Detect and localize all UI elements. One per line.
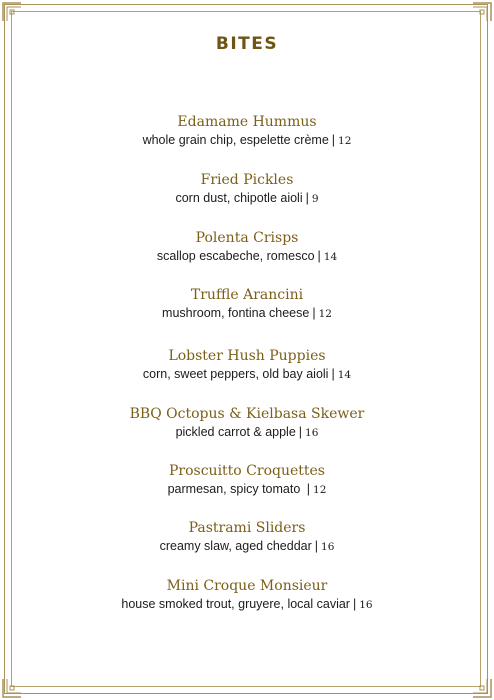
item-price: 9 xyxy=(311,193,319,205)
item-price: 16 xyxy=(305,427,319,439)
item-price: 12 xyxy=(318,308,332,320)
item-description-line xyxy=(0,537,494,555)
menu-item xyxy=(0,462,494,498)
item-name: Polenta Crisps xyxy=(195,230,299,246)
menu-item xyxy=(0,347,494,383)
item-description-line xyxy=(0,480,494,498)
item-price: 16 xyxy=(321,541,335,553)
menu-item xyxy=(0,519,494,555)
item-name: Lobster Hush Puppies xyxy=(168,348,326,364)
menu-item xyxy=(0,286,494,322)
item-description: creamy slaw, aged cheddar xyxy=(159,539,312,553)
price-separator: | xyxy=(317,249,321,263)
menu-item xyxy=(0,113,494,149)
item-name: Fried Pickles xyxy=(200,172,294,188)
menu-title: BITES xyxy=(215,34,279,54)
price-separator: | xyxy=(352,597,357,611)
price-separator: | xyxy=(331,133,336,147)
price-separator: | xyxy=(314,539,319,553)
price-separator: | xyxy=(305,191,309,205)
item-price: 12 xyxy=(338,135,352,147)
menu-item xyxy=(0,405,494,441)
item-description: corn dust, chipotle aioli xyxy=(175,191,303,205)
corner-ornament-icon xyxy=(2,2,22,22)
item-description-line xyxy=(0,189,494,207)
item-price: 12 xyxy=(313,484,327,496)
item-name: Proscuitto Croquettes xyxy=(168,463,325,479)
item-description-line xyxy=(0,304,494,322)
menu-item xyxy=(0,577,494,613)
menu-item xyxy=(0,229,494,265)
item-description-line xyxy=(0,595,494,613)
corner-ornament-icon xyxy=(472,2,492,22)
item-name: Mini Croque Monsieur xyxy=(166,578,328,594)
item-description: pickled carrot & apple xyxy=(175,425,296,439)
item-name: Pastrami Sliders xyxy=(188,520,306,536)
item-description-line xyxy=(0,423,494,441)
item-description: mushroom, fontina cheese xyxy=(162,306,310,320)
item-description: corn, sweet peppers, old bay aioli xyxy=(142,367,329,381)
item-description-line xyxy=(0,365,494,383)
item-price: 14 xyxy=(337,369,352,381)
item-description: parmesan, spicy tomato xyxy=(167,482,304,496)
price-separator: | xyxy=(306,482,311,496)
price-separator: | xyxy=(331,367,335,381)
item-description: house smoked trout, gruyere, local caviar xyxy=(121,597,350,611)
item-name: Edamame Hummus xyxy=(177,114,317,130)
price-separator: | xyxy=(312,306,316,320)
price-separator: | xyxy=(298,425,303,439)
corner-ornament-icon xyxy=(472,678,492,698)
item-description-line xyxy=(0,247,494,265)
item-price: 16 xyxy=(359,599,373,611)
item-price: 14 xyxy=(323,251,338,263)
corner-ornament-icon xyxy=(2,678,22,698)
item-description: whole grain chip, espelette crème xyxy=(142,133,329,147)
menu-item xyxy=(0,171,494,207)
item-description: scallop escabeche, romesco xyxy=(156,249,315,263)
item-name: BBQ Octopus & Kielbasa Skewer xyxy=(129,406,365,422)
item-name: Truffle Arancini xyxy=(190,287,304,303)
item-description-line xyxy=(0,131,494,149)
